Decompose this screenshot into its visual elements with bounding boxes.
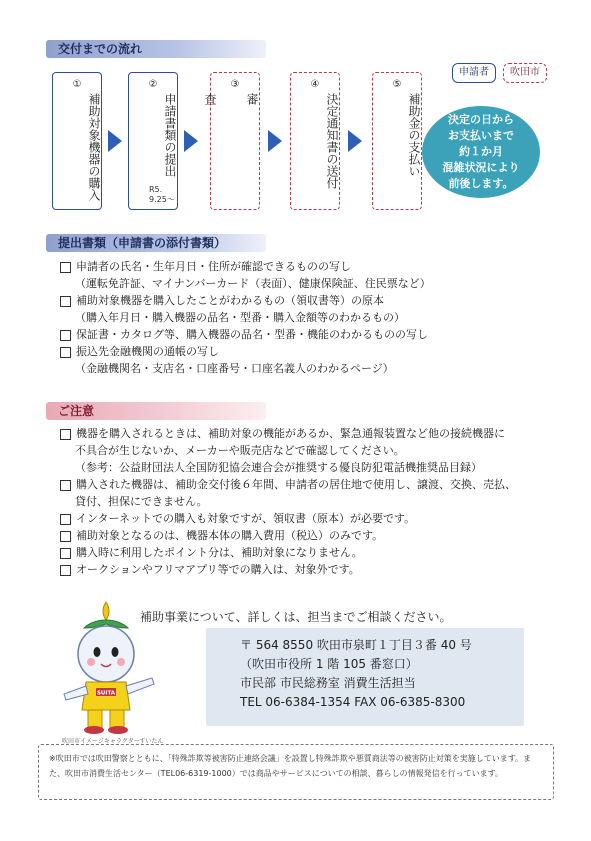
document-item-detail: （金融機関名・支店名・口座番号・口座名義人のわかるページ）	[75, 362, 394, 375]
step-text: 補助対象機器の購入	[87, 93, 101, 201]
document-item-detail: （運転免許証、マイナンバーカード（表面）、健康保険証、住民票など）	[75, 277, 431, 290]
note-item: 購入された機器は、補助金交付後６年間、申請者の居住地で使用し、譲渡、交換、売払、	[60, 476, 516, 493]
document-item-detail: （購入年月日・購入機器の品名・型番・購入金額等のわかるもの）	[75, 311, 405, 324]
flow-heading: 交付までの流れ	[46, 40, 266, 58]
contact-box	[206, 628, 524, 726]
step-number: ⑤	[392, 79, 402, 90]
checkbox-icon	[60, 531, 71, 542]
note-item-detail: 不具合が生じないか、メーカーや販売店などで確認してください。	[75, 444, 405, 457]
flow-step-1	[52, 72, 102, 210]
contact-address: 〒 564 8550 吹田市泉町１丁目３番 40 号	[240, 638, 472, 652]
checkbox-icon	[60, 514, 71, 525]
contact-building: （吹田市役所 1 階 105 番窓口）	[240, 657, 418, 671]
checkbox-icon	[60, 262, 71, 273]
step-text: 決定通知書の送付	[325, 93, 339, 189]
documents-list	[60, 258, 431, 377]
arrow-right-icon	[348, 130, 362, 152]
checkbox-icon	[60, 480, 71, 491]
contact-title: 補助事業について、詳しくは、担当までご相談ください。	[140, 610, 452, 624]
checkbox-icon	[60, 429, 71, 440]
note-item-detail: 貸付、担保にできません。	[75, 495, 208, 508]
arrow-right-icon	[184, 130, 198, 152]
legend-applicant: 申請者	[452, 63, 496, 83]
document-item: 保証書・カタログ等、購入機器の品名・型番・機能のわかるものの写し	[60, 326, 431, 343]
flow-step-5	[372, 72, 422, 210]
timing-bubble-text: 決定の日から お支払いまで 約１か月 混雑状況により 前後します。	[442, 113, 520, 190]
notes-list	[60, 425, 516, 578]
document-item: 振込先金融機関の通帳の写し	[60, 343, 431, 360]
step-number: ④	[310, 79, 320, 90]
flow-step-2	[128, 72, 178, 210]
timing-bubble	[422, 106, 540, 198]
step-number: ②	[148, 79, 158, 90]
note-item: 購入時に利用したポイント分は、補助対象になりません。	[60, 544, 516, 561]
note-item-detail: （参考：公益財団法人全国防犯協会連合会が推奨する優良防犯電話機推奨品目録）	[75, 461, 482, 474]
note-item: 機器を購入されるときは、補助対象の機能があるか、緊急通報装置など他の接続機器に	[60, 425, 516, 442]
mascot-shirt-text: SUITA	[96, 690, 116, 697]
mascot-suitan-image	[56, 598, 166, 738]
document-item: 申請者の氏名・生年月日・住所が確認できるものの写し	[60, 258, 431, 275]
flow-step-3	[203, 72, 260, 210]
notes-heading: ご注意	[46, 402, 266, 420]
legend-city: 吹田市	[503, 63, 547, 83]
documents-heading: 提出書類（申請書の添付書類）	[46, 234, 266, 252]
checkbox-icon	[60, 548, 71, 559]
checkbox-icon	[60, 347, 71, 358]
step-text: 補助金の支払い	[407, 93, 421, 177]
checkbox-icon	[60, 330, 71, 341]
note-item: 補助対象となるのは、機器本体の購入費用（税込）のみです。	[60, 527, 516, 544]
checkbox-icon	[60, 296, 71, 307]
arrow-right-icon	[268, 130, 282, 152]
contact-phone: TEL 06-6384-1354 FAX 06-6385-8300	[240, 695, 466, 709]
step-number: ①	[72, 79, 82, 90]
step-number: ③	[230, 79, 240, 90]
mascot-caption: 吹田市イメージキャラクターすいたん	[62, 738, 164, 745]
note-item: インターネットでの購入も対象ですが、領収書（原本）が必要です。	[60, 510, 516, 527]
step-text: 審 査	[203, 93, 259, 105]
contact-department: 市民部 市民総務室 消費生活担当	[240, 676, 416, 690]
note-item: オークションやフリマアプリ等での購入は、対象外です。	[60, 561, 516, 578]
footer-note: ※吹田市では吹田警察とともに、「特殊詐欺等被害防止連絡会議」を設置し特殊詐欺や悪質商法等の被害防止対策を実施しています。また、吹田市消費生活センター（TEL06-6319-1000）では商品やサービスについての相談、暮らしの情報発信を行っています。	[38, 744, 554, 800]
document-item: 補助対象機器を購入したことがわかるもの（領収書等）の原本	[60, 292, 431, 309]
checkbox-icon	[60, 565, 71, 576]
step-text: 申請書類の提出	[163, 93, 177, 177]
arrow-right-icon	[108, 130, 122, 152]
step-date-note: R5. 9.25～	[149, 185, 175, 204]
flow-step-4	[290, 72, 340, 210]
